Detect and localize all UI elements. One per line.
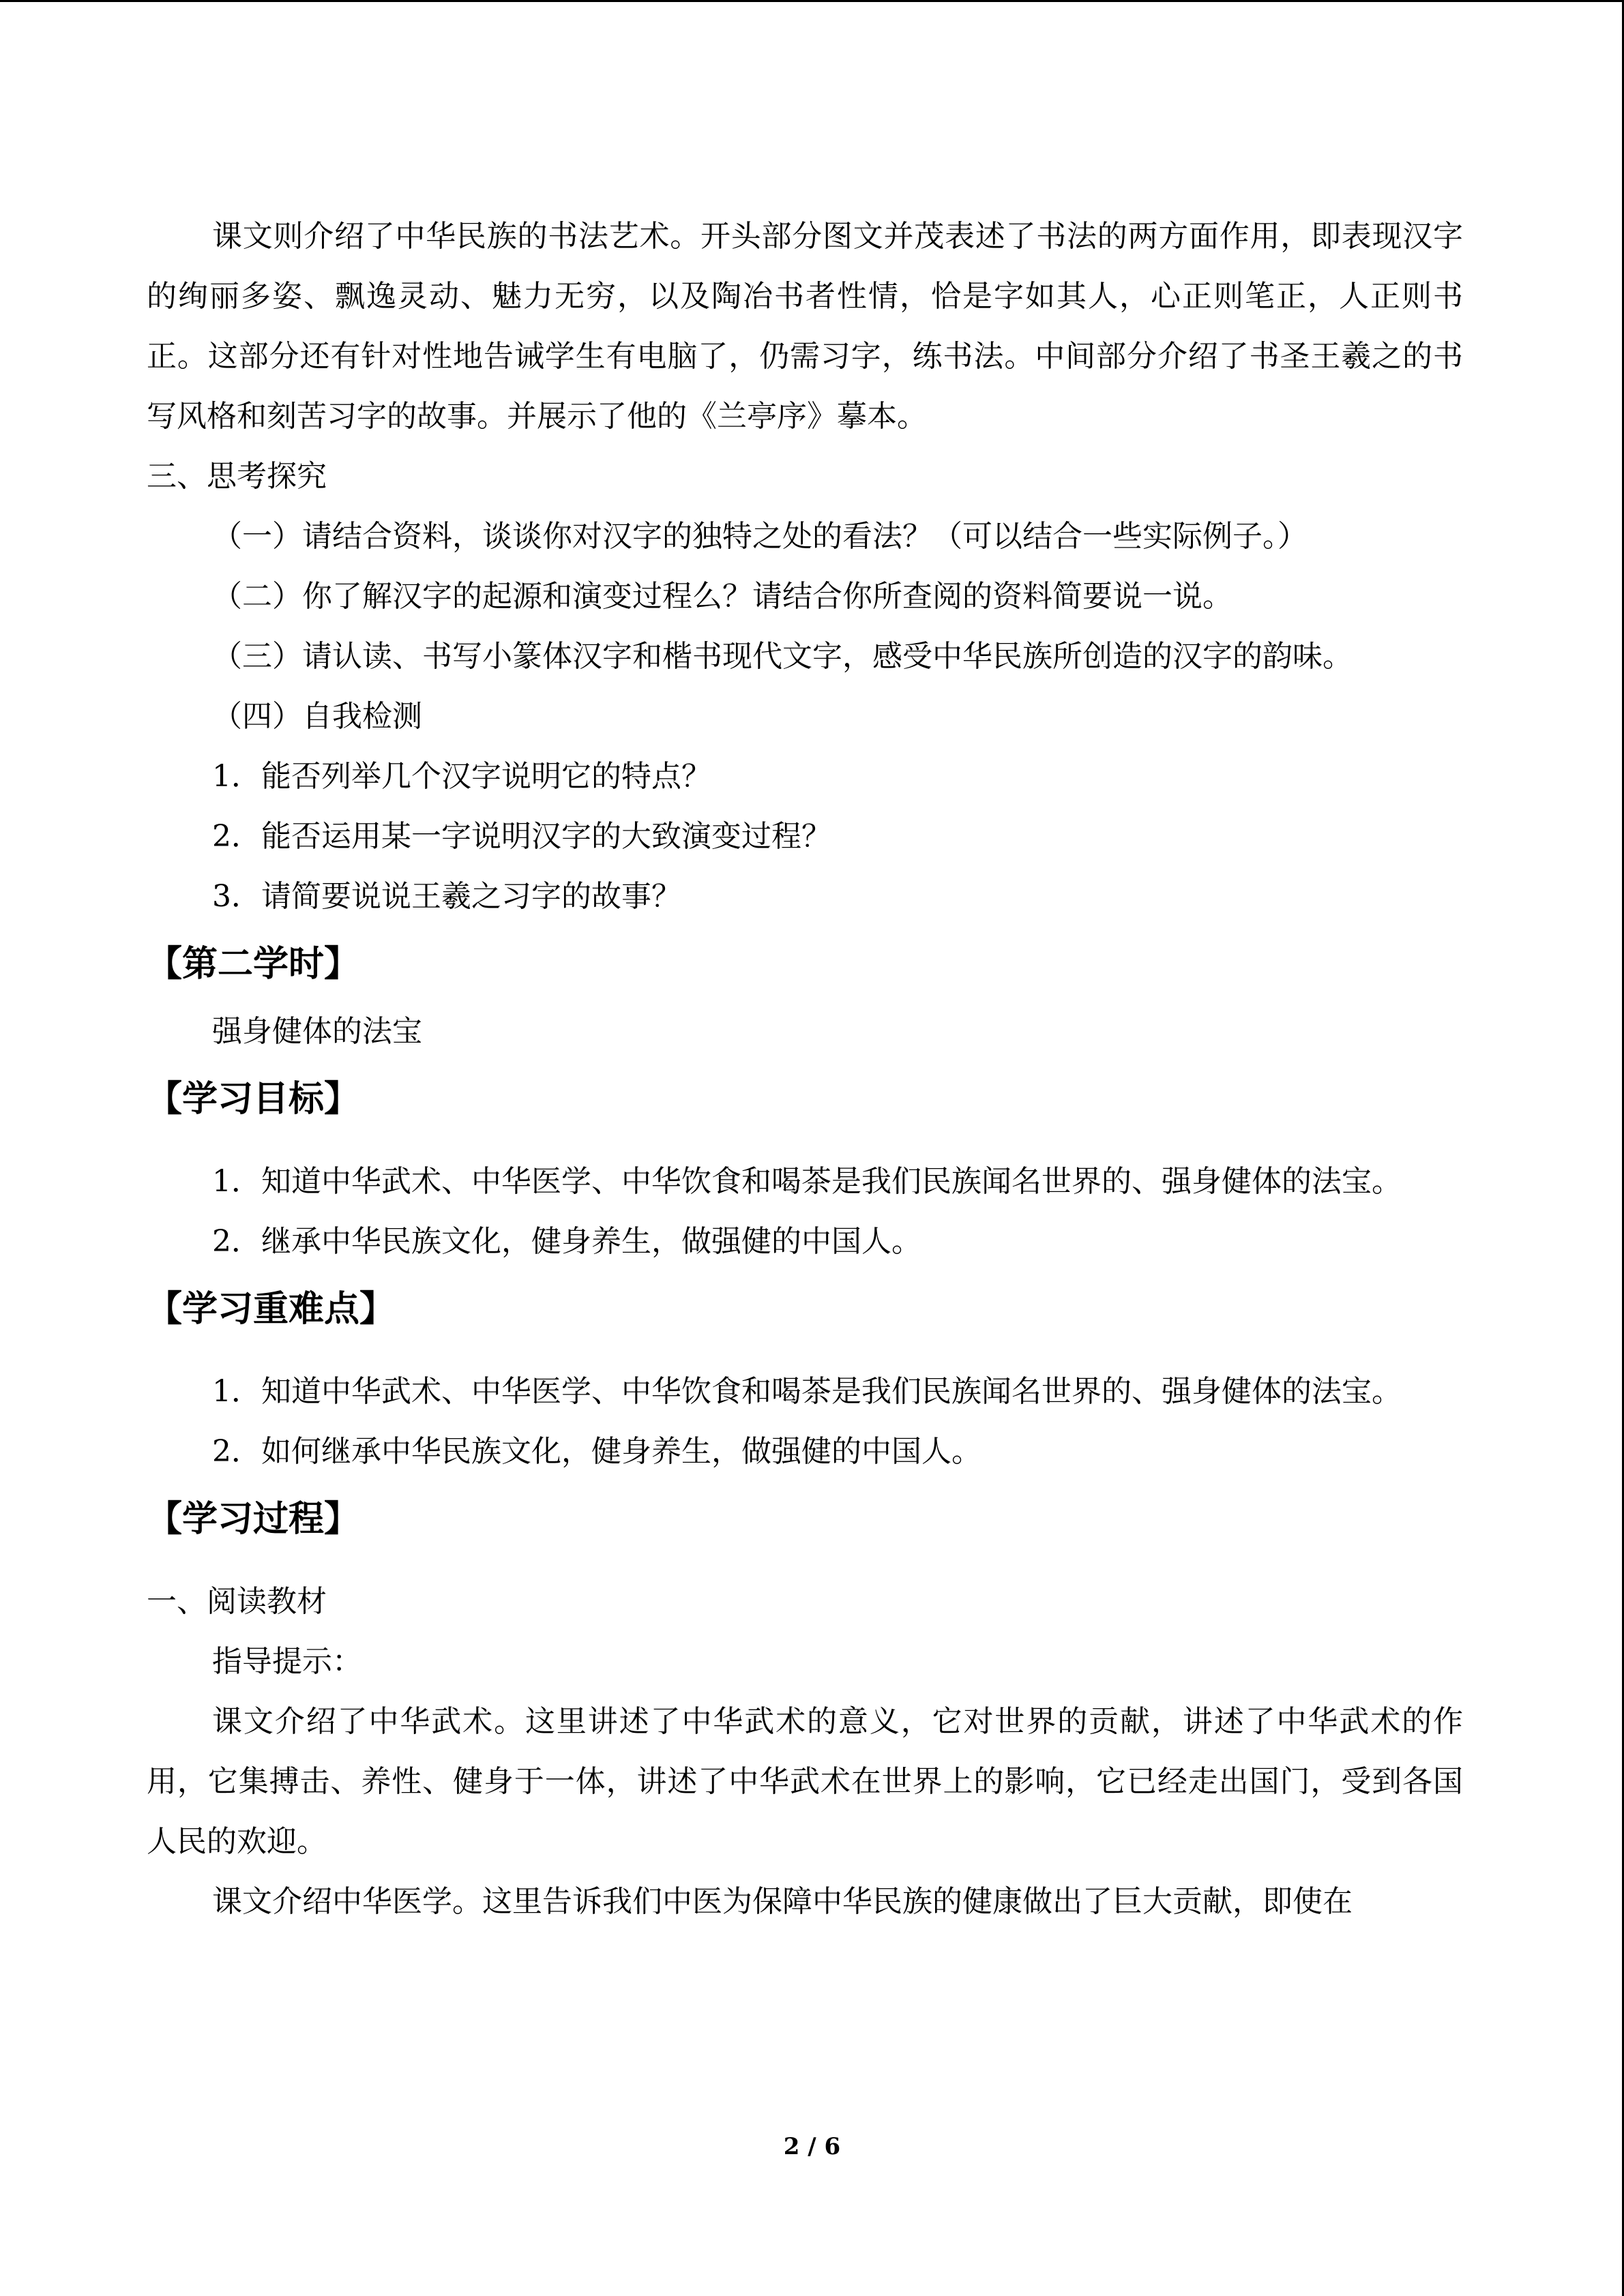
heading-goals: 【学习目标】 xyxy=(147,1079,360,1120)
check-item-3: 3．请简要说说王羲之习字的故事？ xyxy=(212,879,681,914)
goal-1: 1．知道中华武术、中华医学、中华饮食和喝茶是我们民族闻名世界的、强身健体的法宝。 xyxy=(212,1164,1402,1199)
section-heading-think: 三、思考探究 xyxy=(147,459,327,494)
key-point-1: 1．知道中华武术、中华医学、中华饮食和喝茶是我们民族闻名世界的、强身健体的法宝。 xyxy=(212,1374,1402,1409)
question-4: （四）自我检测 xyxy=(212,699,422,734)
spacer xyxy=(147,1347,1463,1362)
document-body xyxy=(147,207,1463,1932)
intro-paragraph: 课文则介绍了中华民族的书法艺术。开头部分图文并茂表述了书法的两方面作用，即表现汉字的绚丽多姿、飘逸灵动、魅力无穷，以及陶冶书者性情，恰是字如其人，心正则笔正，人正则书正。这部分还有针对性地告诫学生有电脑了，仍需习字，练书法。中间部分介绍了书圣王羲之的书写风格和刻苦习字的故事。并展示了他的《兰亭序》摹本。 xyxy=(147,219,1463,434)
medicine-paragraph: 课文介绍中华医学。这里告诉我们中医为保障中华民族的健康做出了巨大贡献，即使在 xyxy=(212,1884,1353,1919)
question-2: （二）你了解汉字的起源和演变过程么？请结合你所查阅的资料简要说一说。 xyxy=(212,579,1232,614)
step-read-textbook: 一、阅读教材 xyxy=(147,1584,327,1619)
key-point-2: 2．如何继承中华民族文化，健身养生，做强健的中国人。 xyxy=(212,1434,981,1469)
heading-lesson-2: 【第二学时】 xyxy=(147,944,360,985)
page-number: 2 / 6 xyxy=(783,2133,841,2160)
question-1: （一）请结合资料，谈谈你对汉字的独特之处的看法？（可以结合一些实际例子。） xyxy=(212,519,1308,554)
spacer xyxy=(147,1557,1463,1572)
martial-arts-paragraph: 课文介绍了中华武术。这里讲述了中华武术的意义，它对世界的贡献，讲述了中华武术的作用，它集搏击、养性、健身于一体，讲述了中华武术在世界上的影响，它已经走出国门，受到各国人民的欢迎。 xyxy=(147,1704,1463,1859)
question-3: （三）请认读、书写小篆体汉字和楷书现代文字，感受中华民族所创造的汉字的韵味。 xyxy=(212,639,1353,674)
goal-2: 2．继承中华民族文化，健身养生，做强健的中国人。 xyxy=(212,1224,921,1259)
check-item-2: 2．能否运用某一字说明汉字的大致演变过程？ xyxy=(212,819,831,854)
guidance-hint: 指导提示： xyxy=(212,1644,362,1679)
spacer xyxy=(147,1137,1463,1152)
heading-key-points: 【学习重难点】 xyxy=(147,1289,396,1330)
lesson-topic: 强身健体的法宝 xyxy=(212,1014,422,1049)
heading-process: 【学习过程】 xyxy=(147,1499,360,1540)
check-item-1: 1．能否列举几个汉字说明它的特点？ xyxy=(212,759,711,794)
